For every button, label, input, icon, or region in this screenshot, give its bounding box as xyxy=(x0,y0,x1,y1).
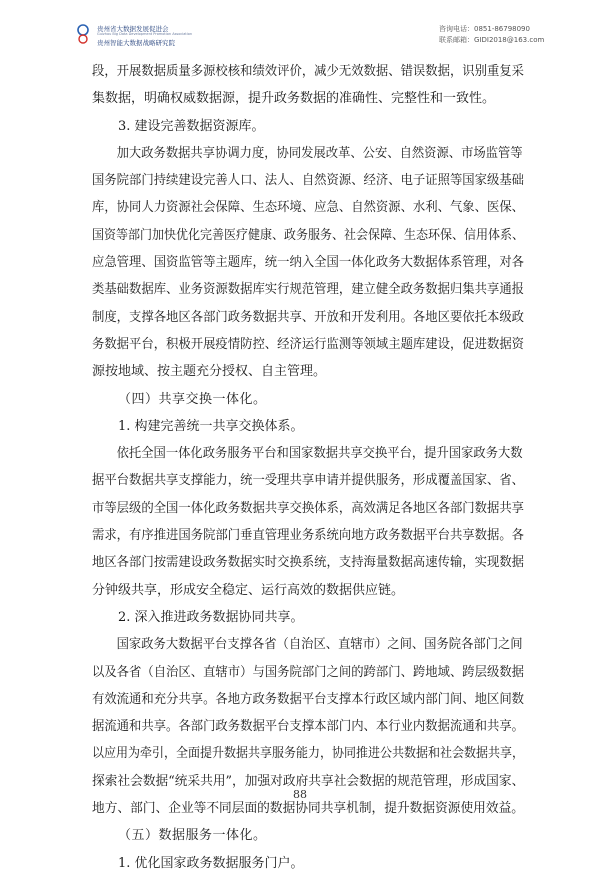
logo-emblem-icon xyxy=(73,24,93,44)
text-line: 需求，有序推进国务院部门垂直管理业务系统向地方政务数据平台共享数据。各 xyxy=(92,528,525,544)
text-line: 地区各部门按需建设政务数据实时交换系统，支持海量数据高速传输，实现数据 xyxy=(92,555,525,571)
text-line: 探索社会数据“统采共用”，加强对政府共享社会数据的规范管理，形成国家、 xyxy=(92,773,525,789)
text-line: 以应用为牵引，全面提升数据共享服务能力，协同推进公共数据和社会数据共享， xyxy=(92,746,525,762)
page-number: 88 xyxy=(293,788,307,801)
text-line: 国资等部门加快优化完善医疗健康、政务服务、社会保障、生态环保、信用体系、 xyxy=(92,227,525,243)
text-line: 国务院部门持续建设完善人口、法人、自然资源、经济、电子证照等国家级基础 xyxy=(92,173,525,189)
contact-email: 联系邮箱：GIDI2018@163.com xyxy=(439,36,545,44)
text-line: 市等层级的全国一体化政务数据共享交换体系，高效满足各地区各部门数据共享 xyxy=(92,500,525,516)
logo-text-association: 贵州省大数据发展促进会 xyxy=(97,25,169,33)
document-body xyxy=(92,58,524,877)
subheading: 1. 构建完善统一共享交换体系。 xyxy=(118,418,304,434)
text-line: 源按地域、按主题充分授权、自主管理。 xyxy=(92,364,327,380)
subheading: 1. 优化国家政务数据服务门户。 xyxy=(118,855,304,871)
text-line: 务数据平台，积极开展疫情防控、经济运行监测等领域主题库建设，促进数据资 xyxy=(92,336,525,352)
logo-text-institute: 贵州智能大数据战略研究院 xyxy=(97,39,175,47)
text-line: 应急管理、国资监管等主题库，统一纳入全国一体化政务大数据体系管理，对各 xyxy=(92,255,525,271)
text-line: 库，协同人力资源社会保障、生态环境、应急、自然资源、水利、气象、医保、 xyxy=(92,200,525,216)
subheading: 3. 建设完善数据资源库。 xyxy=(118,118,265,134)
text-line: 以及各省（自治区、直辖市）与国务院部门之间的跨部门、跨地域、跨层级数据 xyxy=(92,664,525,680)
text-line: 类基础数据库、业务资源数据库实行规范管理，建立健全政务数据归集共享通报 xyxy=(92,282,525,298)
text-line: 地方、部门、企业等不同层面的数据协同共享机制，提升数据资源使用效益。 xyxy=(92,801,525,817)
text-line: 集数据，明确权威数据源，提升政务数据的准确性、完整性和一致性。 xyxy=(92,91,496,107)
text-line: 分钟级共享，形成安全稳定、运行高效的数据供应链。 xyxy=(92,582,405,598)
text-line: 依托全国一体化政务服务平台和国家数据共享交换平台，提升国家政务大数 xyxy=(116,446,523,462)
section-heading: （四）共享交换一体化。 xyxy=(118,391,267,407)
contact-info xyxy=(439,24,544,46)
text-line: 据平台数据共享支撑能力，统一受理共享申请并提供服务，形成覆盖国家、省、 xyxy=(92,473,525,489)
text-line: 加大政务数据共享协调力度，协同发展改革、公安、自然资源、市场监管等 xyxy=(116,145,523,161)
logo-text-english: Guizhou Big Data Development Promotion Association xyxy=(97,32,193,36)
text-line: 国家政务大数据平台支撑各省（自治区、直辖市）之间、国务院各部门之间 xyxy=(116,637,523,653)
text-line: 有效流通和充分共享。各地方政务数据平台支撑本行政区域内部门间、地区间数 xyxy=(92,691,525,707)
text-line: 据流通和共享。各部门政务数据平台支撑本部门内、本行业内数据流通和共享。 xyxy=(92,719,525,735)
text-line: 制度，支撑各地区各部门政务数据共享、开放和开发利用。各地区要依托本级政 xyxy=(92,309,525,325)
page-header xyxy=(0,0,600,56)
section-heading: （五）数据服务一体化。 xyxy=(118,828,267,844)
contact-phone: 咨询电话：0851-86798090 xyxy=(439,25,530,33)
subheading: 2. 深入推进政务数据协同共享。 xyxy=(118,609,304,625)
text-line: 段，开展数据质量多源校核和绩效评价，减少无效数据、错误数据，识别重复采 xyxy=(92,64,525,79)
organization-logo xyxy=(73,22,273,52)
